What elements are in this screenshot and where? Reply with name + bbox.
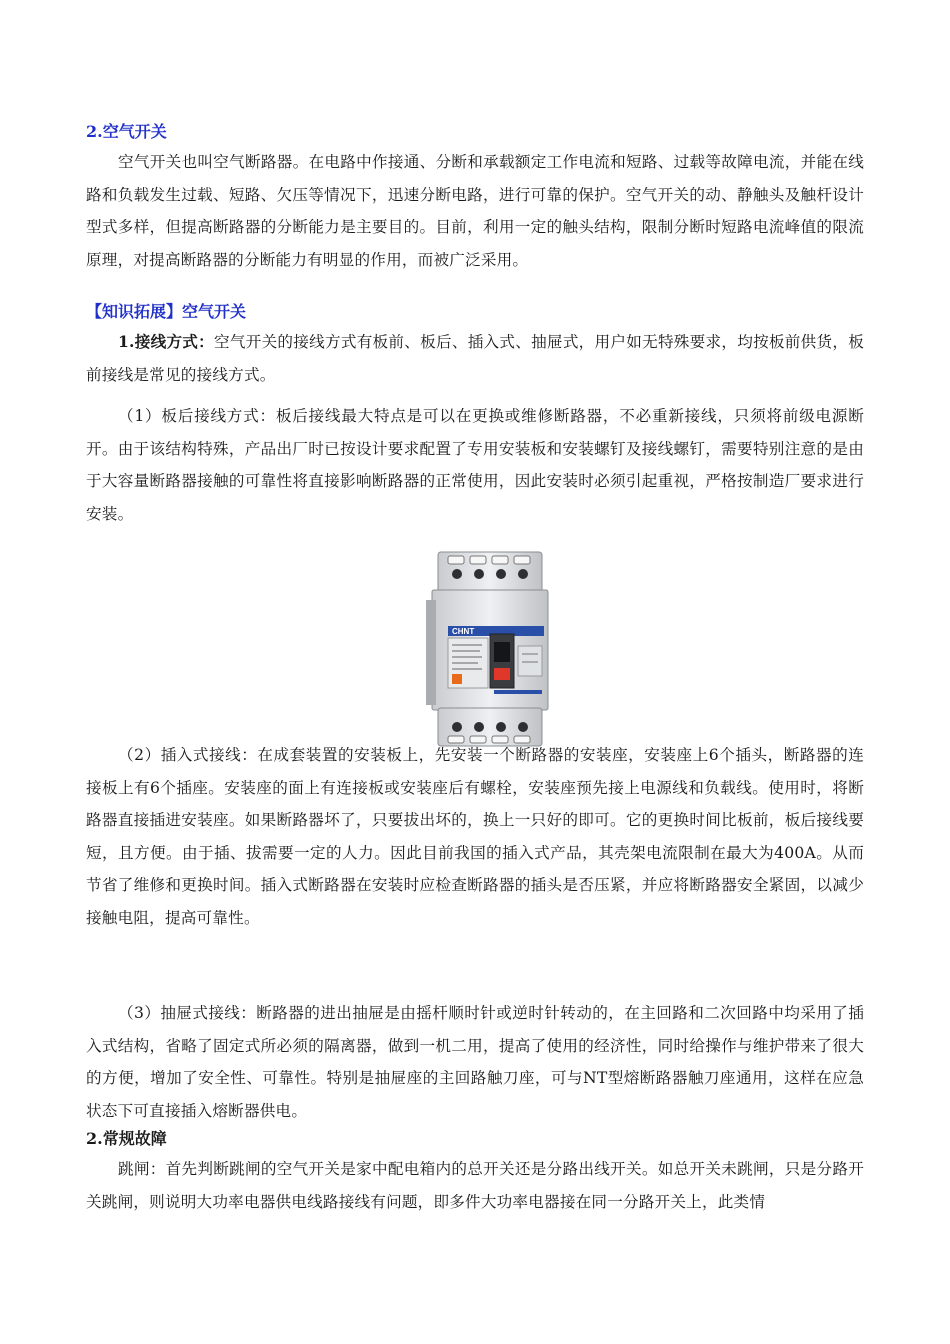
wiring-text: 空气开关的接线方式有板前、板后、插入式、抽屉式，用户如无特殊要求，均按板前供货，板前接线是常见的接线方式。	[86, 333, 864, 384]
paragraph-wiring-methods	[86, 326, 864, 391]
wiring-label: 1.接线方式：	[118, 332, 215, 351]
section-heading-common-faults: 2.常规故障	[86, 1129, 167, 1148]
paragraph-plug-in-wiring: （2）插入式接线：在成套装置的安装板上，先安装一个断路器的安装座，安装座上6个插头，断路器的连接板上有6个插座。安装座的面上有连接板或安装座后有螺栓，安装座预先接上电源线和负载线。使用时，将断路器直接插进安装座。如果断路器坏了，只要拔出坏的，换上一只好的即可。它的更换时间比板前，板后接线要短，且方便。由于插、拔需要一定的人力。因此目前我国的插入式产品，其壳架电流限制在最大为400A。从而节省了维修和更换时间。插入式断路器在安装时应检查断路器的插头是否压紧，并应将断路器安全紧固，以减少接触电阻，提高可靠性。	[86, 746, 864, 927]
circuit-breaker-image	[424, 550, 554, 748]
brand-label: CHNT	[452, 627, 475, 636]
paragraph-drawer-wiring: （3）抽屉式接线：断路器的进出抽屉是由摇杆顺时针或逆时针转动的，在主回路和二次回路中均采用了插入式结构，省略了固定式所必须的隔离器，做到一机二用，提高了使用的经济性，同时给操作与维护带来了很大的方便，增加了安全性、可靠性。特别是抽屉座的主回路触刀座，可与NT型熔断路器触刀座通用，这样在应急状态下可直接插入熔断器供电。	[86, 1004, 864, 1120]
paragraph-tripping: 跳闸：首先判断跳闸的空气开关是家中配电箱内的总开关还是分路出线开关。如总开关未跳闸，只是分路开关跳闸，则说明大功率电器供电线路接线有问题，即多件大功率电器接在同一分路开关上，此类情	[86, 1160, 864, 1211]
knowledge-heading: 【知识拓展】空气开关	[86, 302, 247, 321]
section-heading-air-switch: 2.空气开关	[86, 122, 167, 141]
paragraph-air-switch-intro: 空气开关也叫空气断路器。在电路中作接通、分断和承载额定工作电流和短路、过载等故障电流，并能在线路和负载发生过载、短路、欠压等情况下，迅速分断电路，进行可靠的保护。空气开关的动、静触头及触杆设计型式多样，但提高断路器的分断能力是主要目的。目前，利用一定的触头结构，限制分断时短路电流峰值的限流原理，对提高断路器的分断能力有明显的作用，而被广泛采用。	[86, 153, 864, 269]
paragraph-rear-wiring: （1）板后接线方式：板后接线最大特点是可以在更换或维修断路器，不必重新接线，只须将前级电源断开。由于该结构特殊，产品出厂时已按设计要求配置了专用安装板和安装螺钉及接线螺钉，需要特别注意的是由于大容量断路器接触的可靠性将直接影响断路器的正常使用，因此安装时必须引起重视，严格按制造厂要求进行安装。	[86, 407, 864, 523]
